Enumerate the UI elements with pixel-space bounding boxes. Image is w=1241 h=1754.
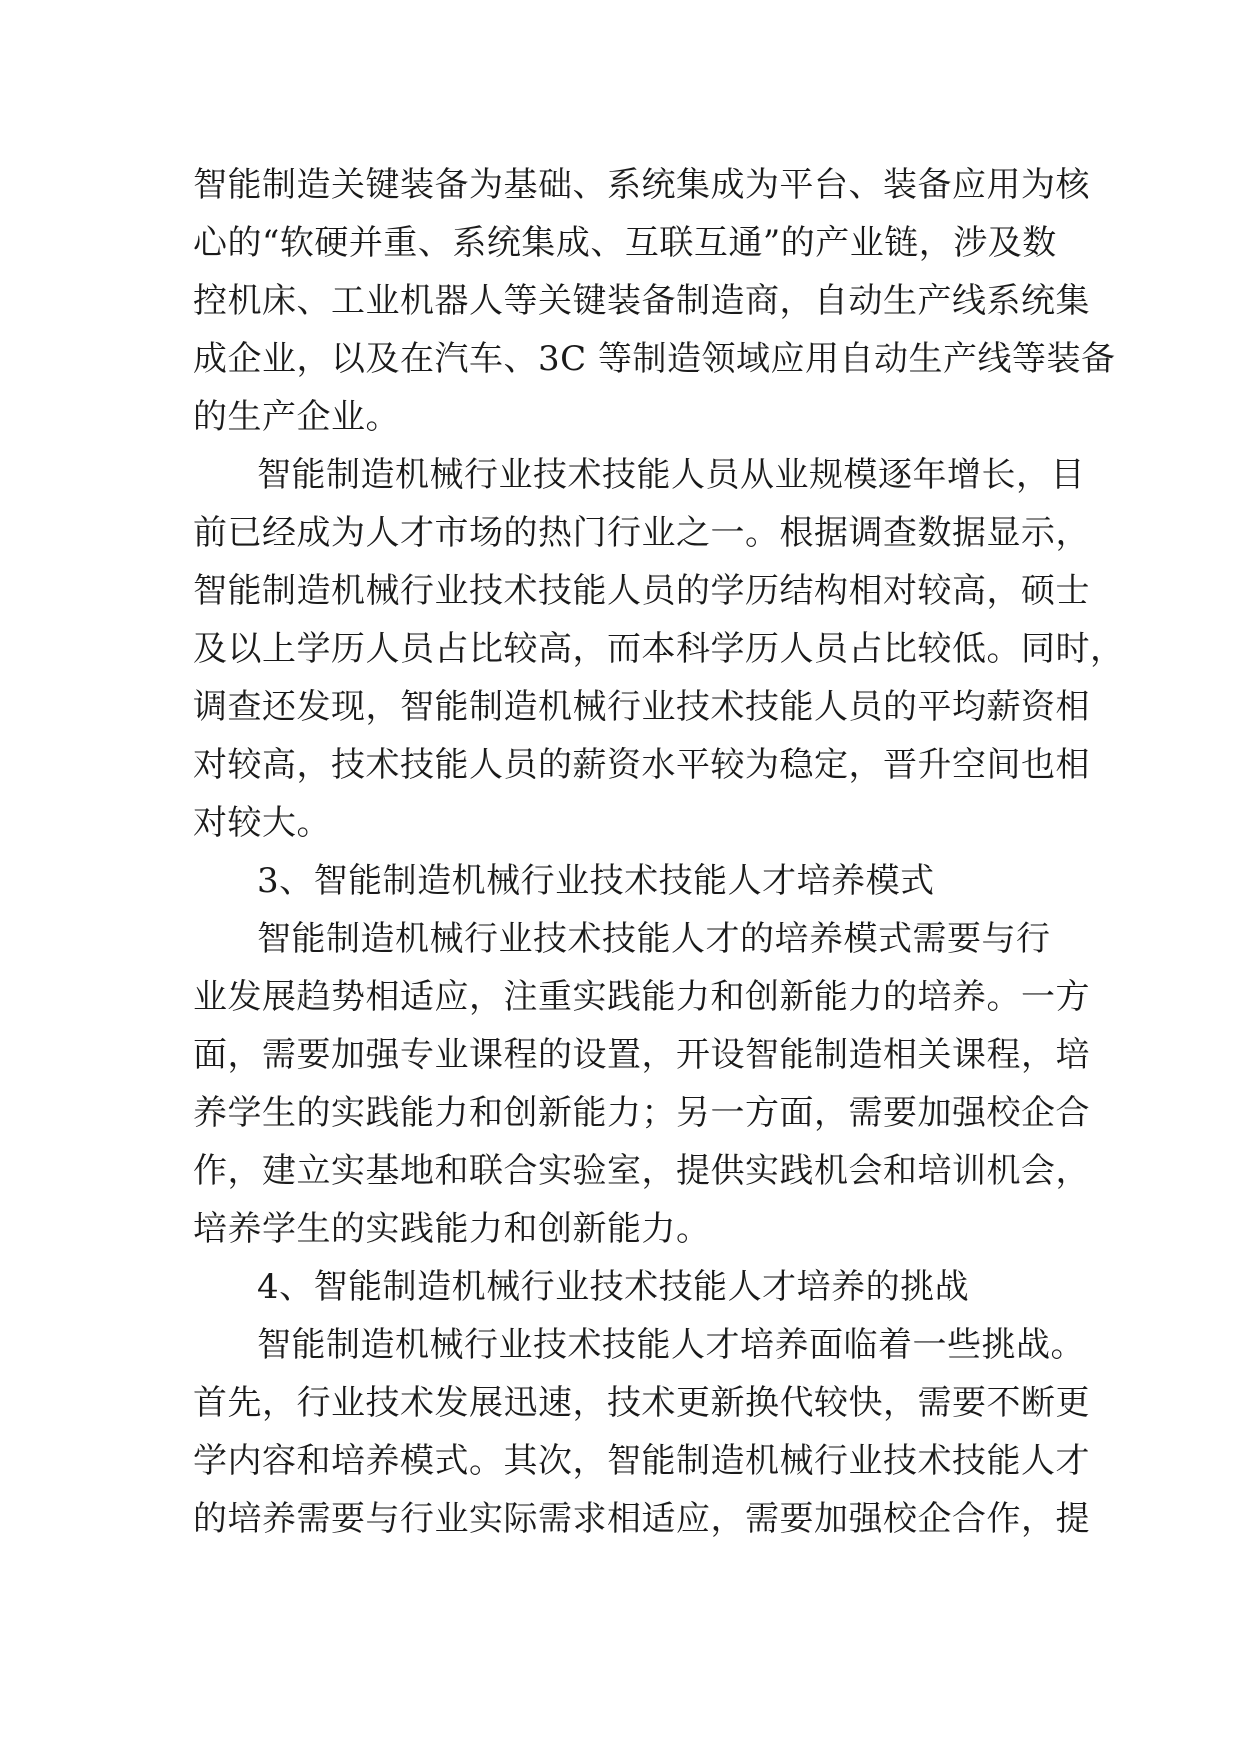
- text-line: 养学生的实践能力和创新能力；另一方面，需要加强校企合: [193, 1093, 1090, 1133]
- text-line: 心的“软硬并重、系统集成、互联互通”的产业链，涉及数: [193, 223, 1057, 263]
- text-line: 对较大。: [193, 803, 331, 843]
- paragraph-start-line: 智能制造机械行业技术技能人才培养面临着一些挑战。: [257, 1325, 1085, 1365]
- text-line: 业发展趋势相适应，注重实践能力和创新能力的培养。一方: [193, 977, 1090, 1017]
- section-heading: 4、智能制造机械行业技术技能人才培养的挑战: [257, 1267, 970, 1307]
- text-line: 前已经成为人才市场的热门行业之一。根据调查数据显示，: [193, 513, 1090, 553]
- section-heading: 3、智能制造机械行业技术技能人才培养模式: [257, 861, 935, 901]
- text-line: 培养学生的实践能力和创新能力。: [193, 1209, 711, 1249]
- paragraph-start-line: 智能制造机械行业技术技能人员从业规模逐年增长，目: [257, 455, 1085, 495]
- text-line: 作，建立实基地和联合实验室，提供实践机会和培训机会，: [193, 1151, 1090, 1191]
- paragraph-start-line: 智能制造机械行业技术技能人才的培养模式需要与行: [257, 919, 1051, 959]
- text-line: 智能制造机械行业技术技能人员的学历结构相对较高，硕士: [193, 571, 1090, 611]
- text-line: 面，需要加强专业课程的设置，开设智能制造相关课程，培: [193, 1035, 1090, 1075]
- text-line: 及以上学历人员占比较高，而本科学历人员占比较低。同时，: [193, 629, 1125, 669]
- text-line: 的培养需要与行业实际需求相适应，需要加强校企合作，提: [193, 1499, 1090, 1539]
- text-line: 调查还发现，智能制造机械行业技术技能人员的平均薪资相: [193, 687, 1090, 727]
- text-line: 首先，行业技术发展迅速，技术更新换代较快，需要不断更: [193, 1383, 1090, 1423]
- text-line: 的生产企业。: [193, 397, 400, 437]
- text-line: 成企业，以及在汽车、3C 等制造领域应用自动生产线等装备: [193, 339, 1116, 379]
- text-line: 智能制造关键装备为基础、系统集成为平台、装备应用为核: [193, 165, 1090, 205]
- text-line: 对较高，技术技能人员的薪资水平较为稳定，晋升空间也相: [193, 745, 1090, 785]
- text-line: 学内容和培养模式。其次，智能制造机械行业技术技能人才: [193, 1441, 1090, 1481]
- text-line: 控机床、工业机器人等关键装备制造商，自动生产线系统集: [193, 281, 1090, 321]
